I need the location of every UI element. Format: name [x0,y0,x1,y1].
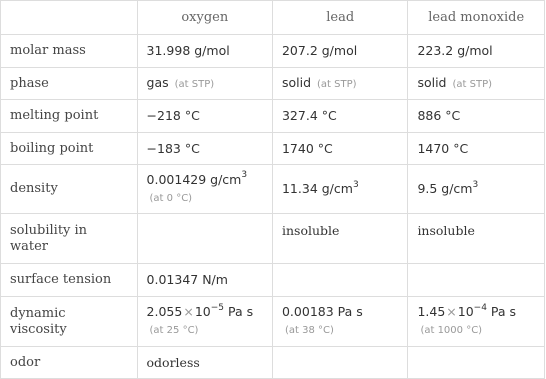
phase-value: gas [146,74,169,90]
viscosity-base: 10 [457,304,474,319]
phase-note: (at STP) [174,78,215,90]
cell-oxygen-surface-tension: 0.01347 N/m [137,264,272,297]
cell-lead-monoxide-surface-tension [408,264,545,297]
density-value: 11.34 g/cm [281,181,353,196]
row-label-dynamic-viscosity [1,297,138,347]
cell-oxygen-odor: odorless [137,347,272,379]
viscosity-base: 10 [194,304,211,319]
viscosity-mantissa: 2.055 [146,304,183,319]
cell-lead-molar-mass: 207.2 g/mol [272,35,407,68]
cell-lead-dynamic-viscosity [272,297,407,347]
cell-lead-surface-tension [272,264,407,297]
table-row [1,68,545,100]
cell-lead-monoxide-solubility: insoluble [408,214,545,264]
row-label-phase: phase [1,68,138,100]
viscosity-unit: Pa s [486,304,517,319]
row-label-molar-mass: molar mass [1,35,138,68]
table-row [1,165,545,214]
times-sign: × [183,304,194,319]
times-sign: × [446,304,457,319]
cell-oxygen-dynamic-viscosity [137,297,272,347]
label-line: viscosity [10,321,67,337]
row-label-density: density [1,165,138,214]
table-row [1,100,545,133]
header-lead: lead [272,1,407,35]
phase-value: solid [281,74,312,90]
row-label-melting-point: melting point [1,100,138,133]
label-line: solubility in [10,222,88,238]
table-row [1,133,545,165]
cell-oxygen-molar-mass: 31.998 g/mol [137,35,272,68]
row-label-boiling-point: boiling point [1,133,138,165]
table-row [1,214,545,264]
cell-lead-density [272,165,407,214]
cell-lead-monoxide-melting-point: 886 °C [408,100,545,133]
cell-lead-monoxide-density [408,165,545,214]
cell-oxygen-boiling-point: −183 °C [137,133,272,165]
cell-lead-monoxide-boiling-point: 1470 °C [408,133,545,165]
cell-lead-boiling-point: 1740 °C [272,133,407,165]
cell-lead-melting-point: 327.4 °C [272,100,407,133]
density-exponent: 3 [352,179,359,190]
density-value: 9.5 g/cm [417,181,473,196]
header-empty [1,1,138,35]
label-line: dynamic [10,305,66,321]
cell-lead-phase [272,68,407,100]
phase-value: solid [417,74,447,90]
cell-oxygen-melting-point: −218 °C [137,100,272,133]
row-label-surface-tension: surface tension [1,264,138,297]
cell-lead-monoxide-molar-mass: 223.2 g/mol [408,35,545,68]
header-row [1,1,545,35]
header-lead-monoxide: lead monoxide [408,1,545,35]
viscosity-exponent: −4 [473,302,487,313]
label-line: water [10,238,49,254]
viscosity-note: (at 1000 °C) [420,325,483,336]
density-exponent: 3 [472,179,479,190]
table-row [1,264,545,297]
density-note: (at 0 °C) [149,192,193,204]
viscosity-exponent: −5 [210,302,224,313]
cell-lead-monoxide-phase [408,68,545,100]
viscosity-note: (at 25 °C) [149,325,199,336]
viscosity-note: (at 38 °C) [284,325,334,336]
phase-note: (at STP) [317,78,357,90]
density-exponent: 3 [241,170,248,181]
cell-oxygen-density [137,165,272,214]
cell-lead-monoxide-dynamic-viscosity [408,297,545,347]
cell-oxygen-phase [137,68,272,100]
viscosity-unit: Pa s [224,304,254,319]
cell-lead-odor [272,347,407,379]
viscosity-mantissa: 1.45 [417,304,446,319]
row-label-odor: odor [1,347,138,379]
cell-lead-monoxide-odor [408,347,545,379]
viscosity-value: 0.00183 Pa s [281,304,363,319]
table-row [1,347,545,379]
density-value: 0.001429 g/cm [146,171,242,187]
header-oxygen: oxygen [137,1,272,35]
phase-note: (at STP) [452,78,493,90]
cell-lead-solubility: insoluble [272,214,407,264]
row-label-solubility [1,214,138,264]
table-row [1,297,545,347]
cell-oxygen-solubility [137,214,272,264]
table-row [1,35,545,68]
